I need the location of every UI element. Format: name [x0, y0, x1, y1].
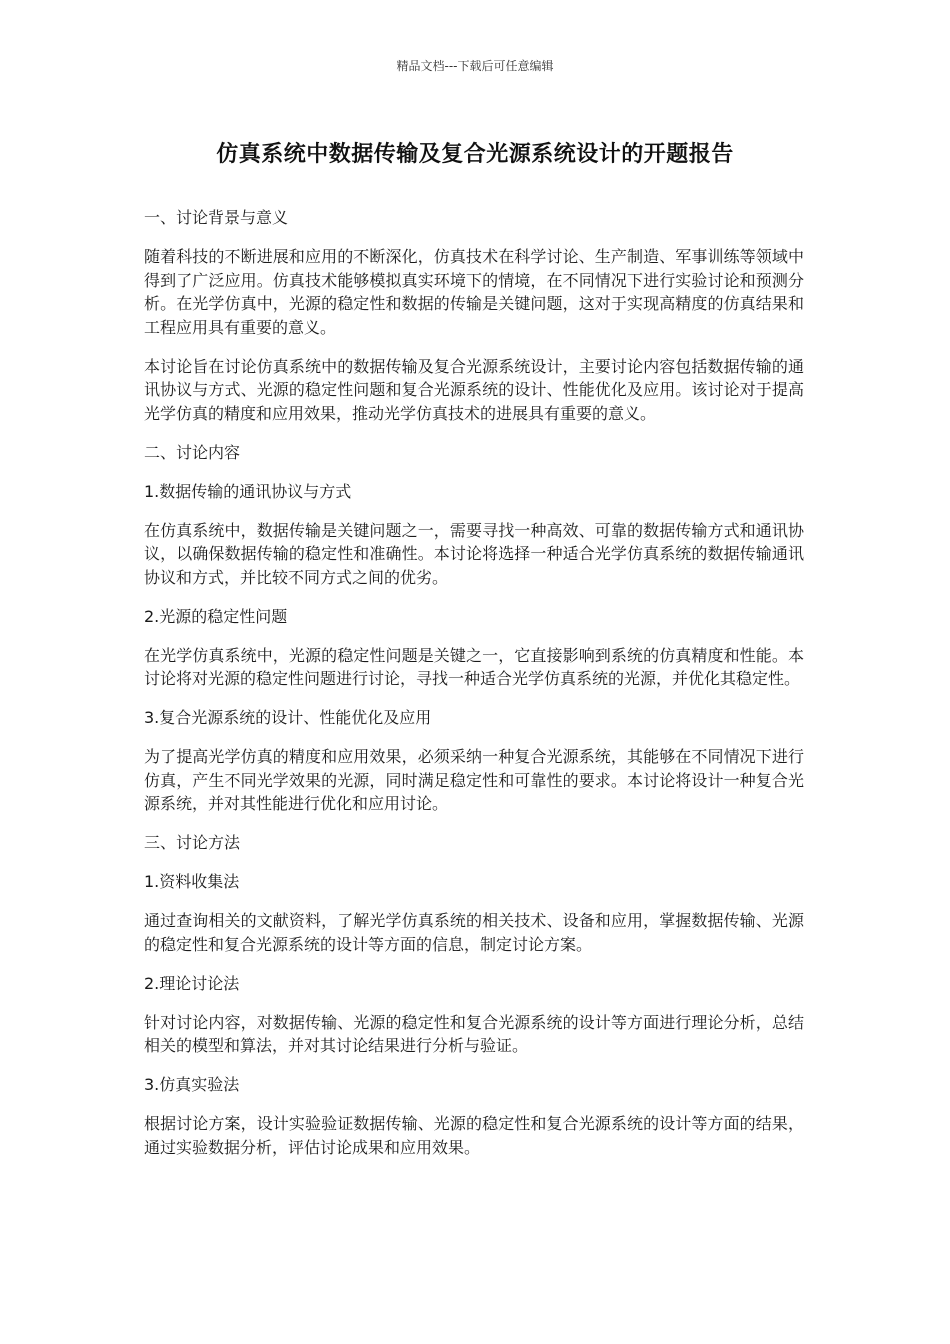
- subheading-literature-method: 1.资料收集法: [144, 872, 240, 891]
- document-body: [144, 206, 804, 1175]
- paragraph-composite-light: 为了提高光学仿真的精度和应用效果，必须采纳一种复合光源系统，其能够在不同情况下进行仿真，产生不同光学效果的光源，同时满足稳定性和可靠性的要求。本讨论将设计一种复合光源系统，并对其性能进行优化和应用讨论。: [144, 747, 804, 813]
- section-heading-methods: 三、讨论方法: [144, 833, 241, 852]
- subheading-data-transmission: 1.数据传输的通讯协议与方式: [144, 481, 352, 501]
- document-title: 仿真系统中数据传输及复合光源系统设计的开题报告: [216, 142, 734, 167]
- paragraph-light-stability: 在光学仿真系统中，光源的稳定性问题是关键之一，它直接影响到系统的仿真精度和性能。本讨论将对光源的稳定性问题进行讨论，寻找一种适合光学仿真系统的光源，并优化其稳定性。: [144, 645, 804, 688]
- subheading-simulation-method: 3.仿真实验法: [144, 1075, 240, 1094]
- section-heading-background: 一、讨论背景与意义: [144, 208, 289, 227]
- paragraph-data-transmission: 在仿真系统中，数据传输是关键问题之一，需要寻找一种高效、可靠的数据传输方式和通讯协议，以确保数据传输的稳定性和准确性。本讨论将选择一种适合光学仿真系统的数据传输通讯协议和方式，并比较不同方式之间的优劣。: [144, 520, 804, 587]
- paragraph-simulation-method: 根据讨论方案，设计实验验证数据传输、光源的稳定性和复合光源系统的设计等方面的结果，通过实验数据分析，评估讨论成果和应用效果。: [144, 1114, 804, 1157]
- paragraph-background-1: 随着科技的不断进展和应用的不断深化，仿真技术在科学讨论、生产制造、军事训练等领域中得到了广泛应用。仿真技术能够模拟真实环境下的情境，在不同情况下进行实验讨论和预测分析。在光学仿真中，光源的稳定性和数据的传输是关键问题，这对于实现高精度的仿真结果和工程应用具有重要的意义。: [144, 247, 804, 337]
- header-note: 精品文档---下载后可任意编辑: [396, 59, 554, 73]
- subheading-composite-light: 3.复合光源系统的设计、性能优化及应用: [144, 708, 432, 727]
- section-heading-content: 二、讨论内容: [144, 442, 241, 462]
- subheading-theory-method: 2.理论讨论法: [144, 973, 240, 993]
- subheading-light-stability: 2.光源的稳定性问题: [144, 606, 288, 626]
- paragraph-literature-method: 通过查询相关的文献资料，了解光学仿真系统的相关技术、设备和应用，掌握数据传输、光源的稳定性和复合光源系统的设计等方面的信息，制定讨论方案。: [144, 911, 804, 954]
- paragraph-background-2: 本讨论旨在讨论仿真系统中的数据传输及复合光源系统设计，主要讨论内容包括数据传输的通讯协议与方式、光源的稳定性问题和复合光源系统的设计、性能优化及应用。该讨论对于提高光学仿真的精度和应用效果，推动光学仿真技术的进展具有重要的意义。: [144, 356, 804, 423]
- paragraph-theory-method: 针对讨论内容，对数据传输、光源的稳定性和复合光源系统的设计等方面进行理论分析，总结相关的模型和算法，并对其讨论结果进行分析与验证。: [144, 1012, 804, 1055]
